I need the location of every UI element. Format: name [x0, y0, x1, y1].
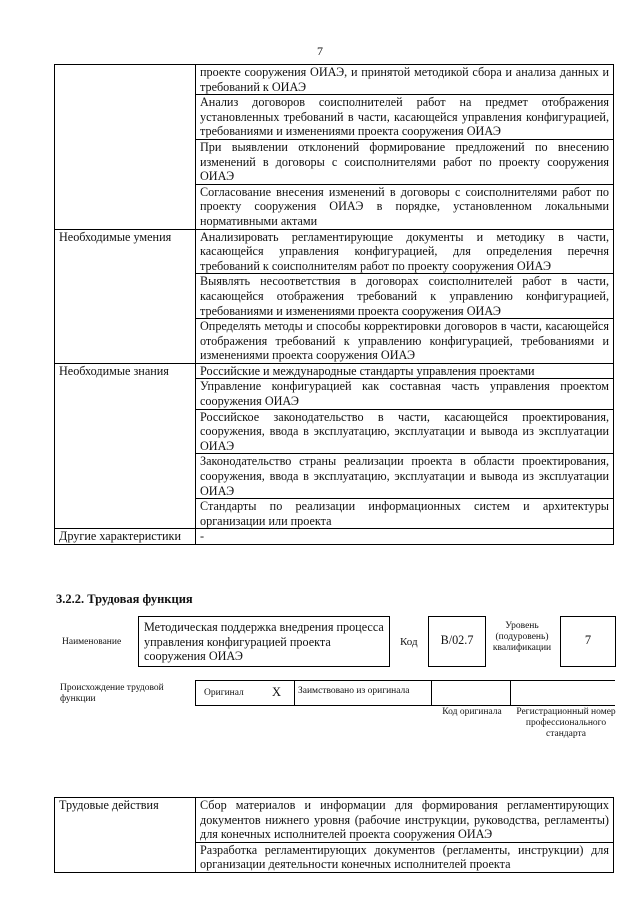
level-label: Уровень (подуровень) квалификации: [492, 621, 552, 653]
origin-divider-2: [294, 680, 295, 706]
row-label: Другие характеристики: [55, 529, 196, 545]
table-cell: -: [196, 529, 614, 545]
table-cell: Управление конфигурацией как составная часть управления проектом сооружения ОИАЭ: [196, 379, 614, 409]
original-code-label: Код оригинала: [442, 707, 502, 717]
table-cell: Законодательство страны реализации проекта в области проектирования, сооружения, ввода в эксплуатацию, эксплуатации и вывода из эксплуатации ОИАЭ: [196, 454, 614, 499]
origin-bottom-line: [195, 705, 615, 706]
table-cell: проекте сооружения ОИАЭ, и принятой методикой сбора и анализа данных и требований к ОИАЭ: [196, 65, 614, 95]
table-cell: Определять методы и способы корректировки договоров в части, касающейся отображения требований к управлению конфигурацией, требованиями и изменениями проекта сооружения ОИАЭ: [196, 319, 614, 364]
table-row: [55, 798, 614, 843]
name-label: Наименование: [62, 637, 122, 647]
original-label: Оригинал: [204, 688, 244, 698]
competency-table: [54, 64, 614, 545]
table-cell: Российские и международные стандарты управления проектами: [196, 363, 614, 379]
table-cell: Стандарты по реализации информационных систем и архитектуры организации или проекта: [196, 499, 614, 529]
code-box: [428, 616, 486, 667]
function-name-box: [138, 616, 390, 667]
origin-divider-3: [431, 680, 432, 706]
level-box: [560, 616, 616, 667]
table-cell: Согласование внесения изменений в договоры с соисполнителями работ по проекту сооружения ОИАЭ в порядке, установленном локальными нормативными актами: [196, 184, 614, 229]
row-label: Необходимые знания: [55, 363, 196, 529]
page-number: 7: [317, 44, 323, 58]
borrowed-label: Заимствовано из оригинала: [298, 686, 410, 696]
origin-divider-4: [510, 680, 511, 706]
actions-label: Трудовые действия: [55, 798, 196, 873]
origin-top-line: [195, 680, 615, 681]
code-value: B/02.7: [440, 633, 474, 647]
action-item: Разработка регламентирующих документов (регламенты, инструкции) для организации деятельности конечных исполнителей проекта: [196, 842, 614, 872]
origin-divider-1: [195, 680, 196, 706]
table-cell: Российское законодательство в части, касающейся проектирования, сооружения, ввода в эксплуатацию, эксплуатации и вывода из эксплуатации ОИАЭ: [196, 409, 614, 454]
reg-number-label: Регистрационный номер профессионального стандарта: [516, 707, 616, 739]
row-label: [55, 65, 196, 230]
action-item: Сбор материалов и информации для формирования регламентирующих документов нижнего уровня (рабочие инструкции, руководства, регламенты) для конечных исполнителей проекта сооружения ОИАЭ: [196, 798, 614, 843]
table-row: [55, 229, 614, 274]
actions-table: [54, 797, 614, 873]
table-row: [55, 363, 614, 379]
table-cell: Выявлять несоответствия в договорах соисполнителей работ в части, касающейся отображения требований к управлению конфигурацией, требованиями и изменениями проекта сооружения ОИАЭ: [196, 274, 614, 319]
code-label: Код: [400, 636, 418, 648]
function-name-value: Методическая поддержка внедрения процесса управления конфигурацией проекта сооружения ОИАЭ: [144, 620, 384, 664]
table-cell: При выявлении отклонений формирование предложений по внесению изменений в договоры с соисполнителями работ по проекту сооружения ОИАЭ: [196, 139, 614, 184]
section-title: 3.2.2. Трудовая функция: [56, 592, 193, 606]
row-label: Необходимые умения: [55, 229, 196, 363]
table-row: [55, 529, 614, 545]
table-cell: Анализировать регламентирующие документы и методику в части, касающейся управления конфигурацией, для определения перечня требований к соисполнителям работ по проекту сооружения ОИАЭ: [196, 229, 614, 274]
origin-label: Происхождение трудовой функции: [60, 683, 164, 704]
level-value: 7: [584, 633, 592, 647]
table-row: [55, 65, 614, 95]
original-mark: X: [272, 685, 282, 699]
table-cell: Анализ договоров соисполнителей работ на предмет отображения установленных требований в части, касающейся управления конфигурацией, требованиями и изменениями проекта сооружения ОИАЭ: [196, 95, 614, 140]
